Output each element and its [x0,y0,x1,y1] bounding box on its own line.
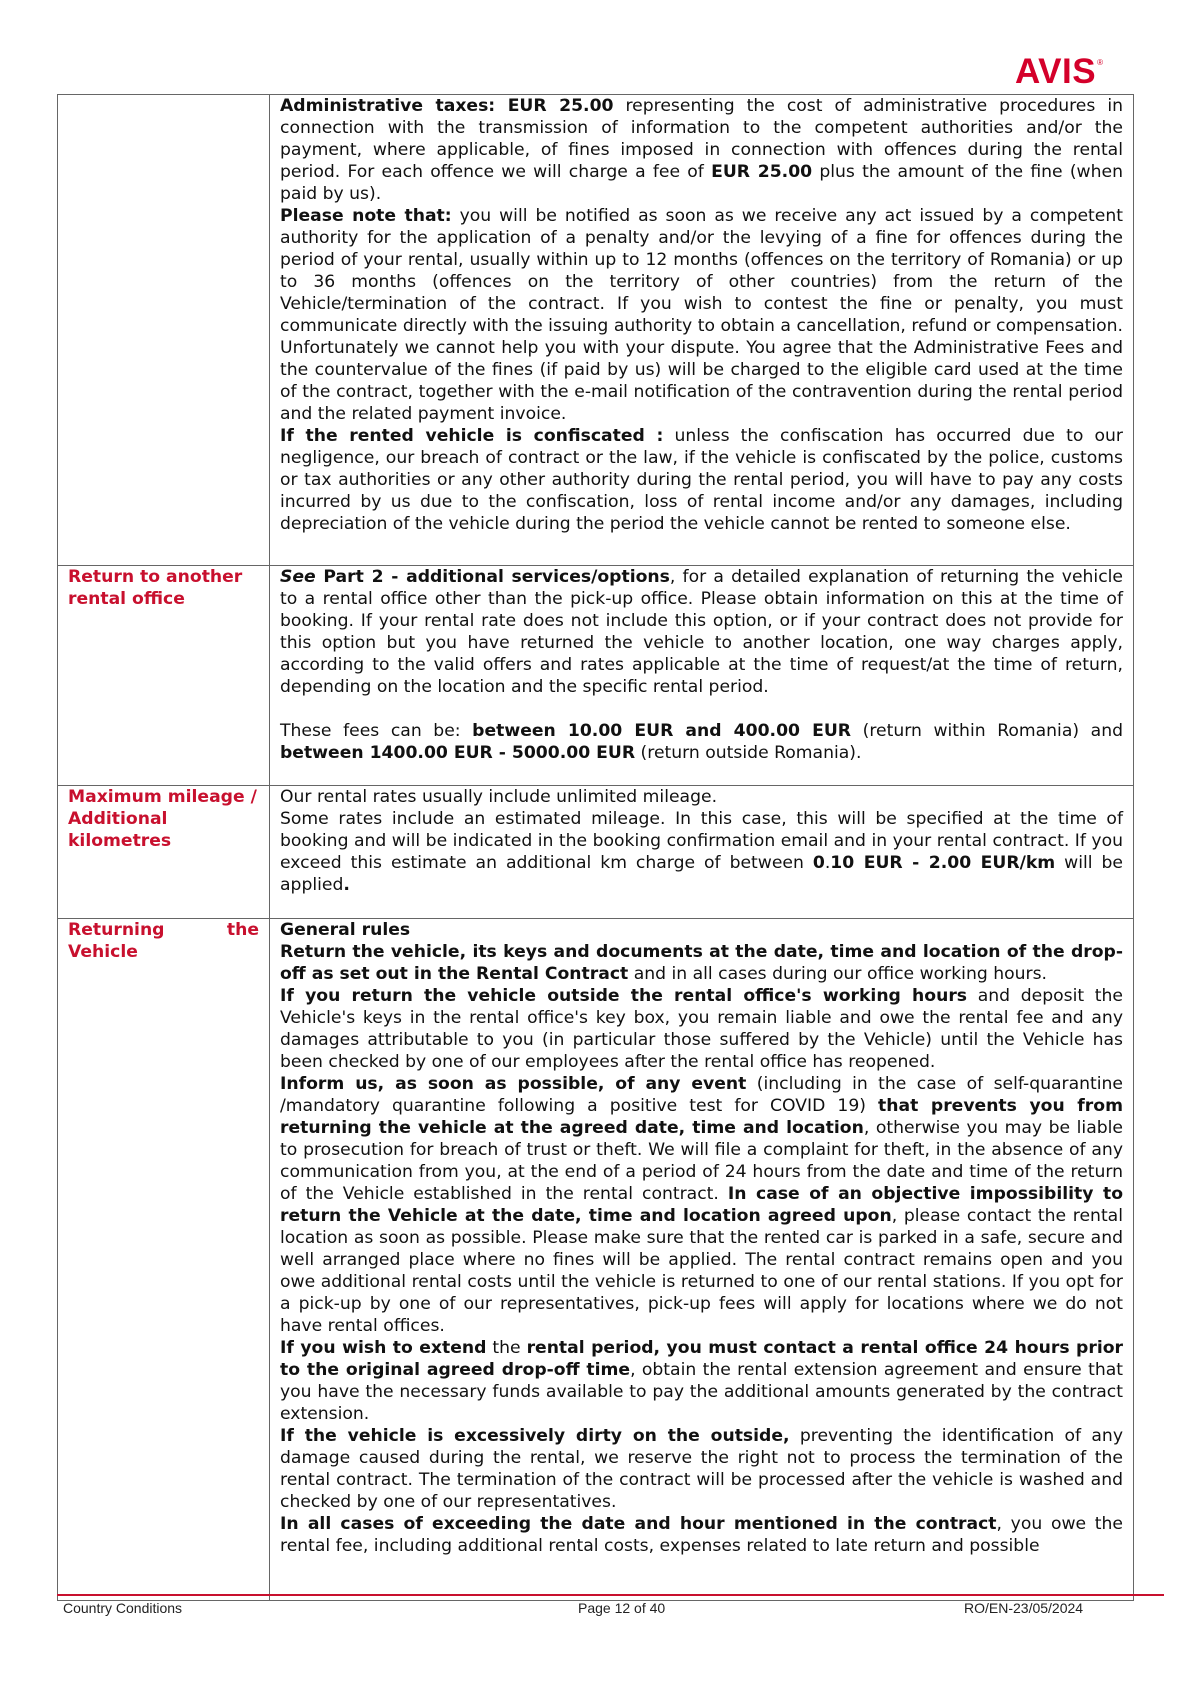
paragraph [280,720,1123,764]
row-content-return-another-office [270,566,1134,786]
text-run: will be applied [280,853,1124,895]
footer-rule [57,1594,1164,1596]
row-label-return-another-office: Return to another rental office [58,566,270,786]
text-run: These fees can be: [280,721,473,741]
text-run: EUR 25.00 [711,162,813,182]
text-run: between 1400.00 EUR - 5000.00 EUR [280,743,636,763]
row-label [58,95,270,566]
paragraph [280,1073,1123,1337]
text-run: . [343,875,350,895]
text-run: . [824,853,831,873]
text-run: , obtain the rental extension agreement and ensure that you have the necessary funds available to pay the additional amounts generated by the contract extension. [280,1360,1124,1424]
text-run: Part 2 - additional services/options [315,567,670,587]
text-run: Some rates include an estimated mileage. In this case, this will be specified at the time of booking and will be indicated in the booking confirmation email and in your rental contract. If you exceed this estimate an additional km charge of between [280,809,1123,873]
text-run: the [486,1338,527,1358]
paragraph [280,205,1123,425]
text-run: (return within Romania) and [851,721,1123,741]
text-run: you will be notified as soon as we receive any act issued by a competent authority for the application of a penalty and/or the levying of a fine for offences during the period of your rental, usually within up to 12 months (offences on the territory of Romania) or up to 36 months (offences on the territory of other countries) from the return of the Vehicle/termination of the contract. If you wish to contest the fine or penalty, you must communicate directly with the issuing authority to obtain a cancellation, refund or compensation. Unfortunately we cannot help you with your dispute. You agree that the Administrative Fees and the countervalue of the fines (if paid by us) will be charged to the eligible card used at the time of the contract, together with the e-mail notification of the contravention during the rental period and the related payment invoice. [280,206,1124,424]
text-run: and in all cases during our office working hours. [628,964,1047,984]
text-run: Please note that: [280,206,452,226]
footer-left: Country Conditions [63,1600,183,1616]
text-run: representing the cost of administrative procedures in connection with the transmission of information to the competent authorities and/or the payment, where applicable, of fines imposed in connection with offences during the rental period. For each offence we will charge a fee of [280,96,1123,182]
text-run: 0 [812,853,825,873]
text-run: between 10.00 EUR and 400.00 EUR [472,721,852,741]
paragraph [280,941,1123,985]
table-row [58,95,1134,566]
text-run: If you return the vehicle outside the rental office's working hours [280,986,968,1006]
footer-version: RO/EN-23/05/2024 [964,1600,1084,1616]
text-run: 10 EUR - 2.00 EUR/km [830,853,1056,873]
row-label-returning-vehicle: Returning the Vehicle [58,919,270,1601]
text-run: preventing the identification of any damage caused during the rental, we reserve the right not to process the termination of the rental contract. The termination of the contract will be processed after the vehicle is washed and checked by one of our representatives. [280,1426,1124,1512]
table-row [58,566,1134,786]
text-run: See [280,567,316,587]
text-run: rental period, you must contact a rental office 24 hours prior to the original agreed drop-off time [280,1338,1123,1380]
registered-mark: ® [1097,58,1104,67]
text-run: Inform us, as soon as possible, of any event [280,1074,747,1094]
footer-page-number: Page 12 of 40 [578,1600,666,1616]
text-run: , please contact the rental location as soon as possible. Please make sure that the rented car is parked in a safe, secure and well arranged place where no fines will be applied. The rental contract remains open and you owe additional rental costs until the vehicle is returned to one of our rental stations. If you opt for a pick-up by one of our representatives, pick-up fees will apply for locations where we do not have rental offices. [280,1206,1123,1336]
paragraph [280,1337,1123,1425]
table-row [58,919,1134,1601]
paragraph [280,985,1123,1073]
row-content-maximum-mileage [270,786,1134,919]
text-run: plus the amount of the fine (when paid by us). [280,162,1123,204]
paragraph [280,95,1123,205]
text-run: (return outside Romania). [635,743,862,763]
table-row [58,786,1134,919]
paragraph [280,425,1123,535]
text-run: unless the confiscation has occurred due to our negligence, our breach of contract or the law, if the vehicle is confiscated by the police, customs or tax authorities or any other authority during the rental period, you will have to pay any costs incurred by us due to the confiscation, loss of rental income and/or any damages, including depreciation of the vehicle during the period the vehicle cannot be rented to someone else. [280,426,1123,534]
text-run: , otherwise you may be liable to prosecution for breach of trust or theft. We will file a complaint for theft, in the absence of any communication from you, at the end of a period of 24 hours from the date and time of the return of the Vehicle established in the rental contract. [280,1118,1123,1204]
text-run: , for a detailed explanation of returning the vehicle to a rental office other than the pick-up office. Please obtain information on this at the time of booking. If your rental rate does not include this option, or if your contract does not provide for this option but you have returned the vehicle to another location, one way charges apply, according to the valid offers and rates applicable at the time of request/at the time of return, depending on the location and the specific rental period. [280,567,1123,697]
avis-logo: AVIS® [1015,52,1104,91]
text-run: that prevents you from returning the vehicle at the agreed date, time and location [280,1096,1123,1138]
row-content-returning-vehicle [270,919,1134,1601]
paragraph [280,1425,1123,1513]
text-run: If the rented vehicle is confiscated : [280,426,664,446]
paragraph [280,1513,1123,1557]
text-run: If you wish to extend [280,1338,487,1358]
text-run: Administrative taxes: EUR 25.00 [280,96,614,116]
paragraph [280,808,1123,896]
row-label-maximum-mileage: Maximum mileage / Additional kilometres [58,786,270,919]
paragraph [280,786,1123,808]
text-run: In case of an objective impossibility to return the Vehicle at the date, time and location agreed upon [280,1184,1124,1226]
text-run: Return the vehicle, its keys and documents at the date, time and location of the drop-off as set out in the Rental Contract [280,942,1123,984]
conditions-table [57,94,1134,1601]
paragraph [280,919,1123,941]
row-content [270,95,1134,566]
text-run: , you owe the rental fee, including additional rental costs, expenses related to late return and possible [280,1514,1123,1556]
paragraph [280,566,1123,698]
text-run: In all cases of exceeding the date and hour mentioned in the contract [280,1514,997,1534]
text-run: General rules [280,920,411,940]
text-run: and deposit the Vehicle's keys in the rental office's key box, you remain liable and owe the rental fee and any damages attributable to you (in particular those suffered by the Vehicle) until the Vehicle has been checked by one of our employees after the rental office has reopened. [280,986,1123,1072]
text-run: (including in the case of self-quarantine /mandatory quarantine following a positive test for COVID 19) [280,1074,1124,1116]
text-run: If the vehicle is excessively dirty on the outside, [280,1426,790,1446]
text-run: Our rental rates usually include unlimited mileage. [280,787,718,807]
